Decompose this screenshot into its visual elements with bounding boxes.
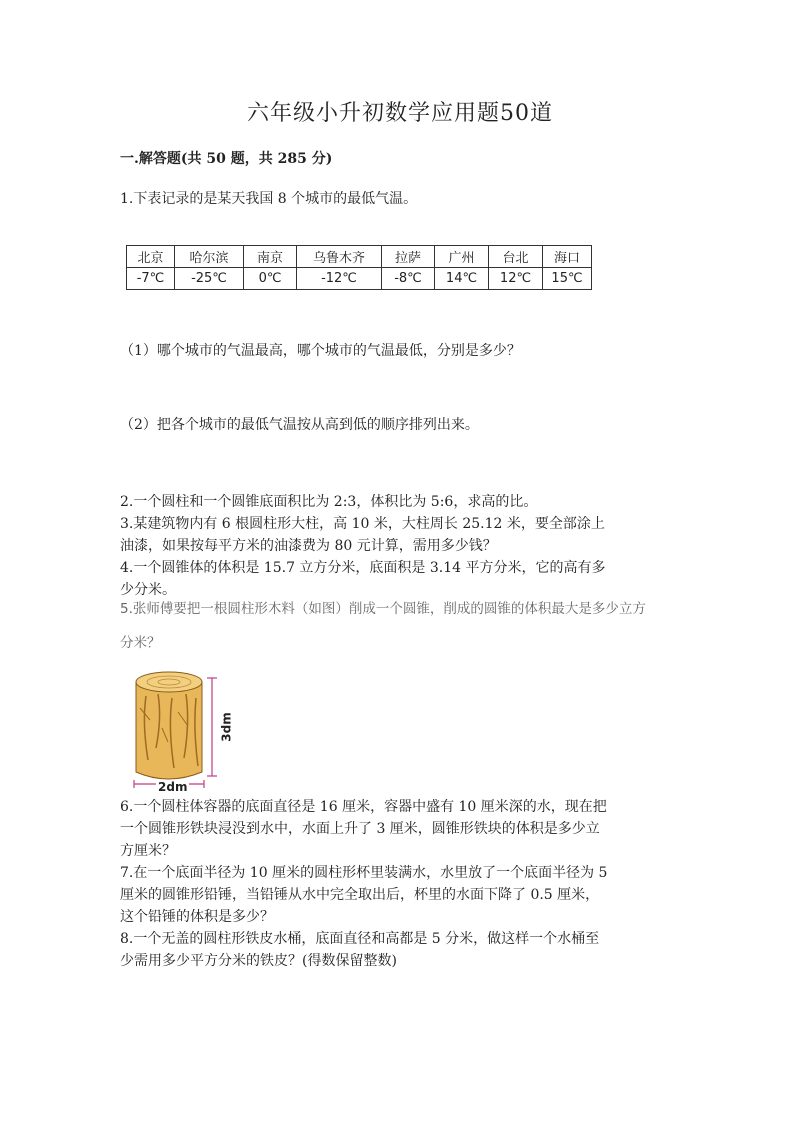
temp-cell: -7℃ [127,268,175,290]
question-1-sub2: （2）把各个城市的最低气温按从高到低的顺序排列出来。 [120,417,479,433]
temperature-table [126,245,592,290]
question-6-line2: 一个圆锥形铁块浸没到水中，水面上升了 3 厘米，圆锥形铁块的体积是多少立 [120,821,600,837]
question-8-line2: 少需用多少平方分米的铁皮？(得数保留整数) [120,953,397,969]
question-7-line2: 厘米的圆锥形铅锤，当铅锤从水中完全取出后，杯里的水面下降了 0.5 厘米， [120,887,600,903]
city-cell: 拉萨 [382,246,435,268]
city-cell: 乌鲁木齐 [297,246,382,268]
table-row-temps [127,268,592,290]
city-cell: 台北 [489,246,543,268]
question-3-line2: 油漆，如果按每平方米的油漆费为 80 元计算，需用多少钱？ [120,538,497,554]
page-title: 六年级小升初数学应用题50道 [247,101,553,126]
height-label: 3dm [219,712,234,742]
temp-cell: 0℃ [244,268,297,290]
city-cell: 海口 [543,246,592,268]
city-cell: 南京 [244,246,297,268]
question-1-text: 1.下表记录的是某天我国 8 个城市的最低气温。 [120,191,418,207]
table-row-cities [127,246,592,268]
wood-cylinder-figure [128,668,234,794]
question-7-line3: 这个铅锤的体积是多少？ [120,909,274,925]
question-4-line2: 少分米。 [120,582,176,598]
question-1-sub1: （1）哪个城市的气温最高，哪个城市的气温最低，分别是多少？ [120,343,521,359]
temp-cell: -12℃ [297,268,382,290]
temp-cell: 12℃ [489,268,543,290]
question-6-line3: 方厘米？ [120,843,176,859]
wood-cylinder-icon [128,668,228,794]
temp-cell: 15℃ [543,268,592,290]
question-6-line1: 6.一个圆柱体容器的底面直径是 16 厘米，容器中盛有 10 厘米深的水，现在把 [120,799,607,815]
question-8-line1: 8.一个无盖的圆柱形铁皮水桶，底面直径和高都是 5 分米，做这样一个水桶至 [120,931,600,947]
city-cell: 广州 [435,246,489,268]
temp-cell: -8℃ [382,268,435,290]
question-2: 2.一个圆柱和一个圆锥底面积比为 2:3，体积比为 5:6，求高的比。 [120,494,538,510]
question-3-line1: 3.某建筑物内有 6 根圆柱形大柱，高 10 米，大柱周长 25.12 米，要全部涂上 [120,516,605,532]
city-cell: 哈尔滨 [175,246,244,268]
question-7-line1: 7.在一个底面半径为 10 厘米的圆柱形杯里装满水，水里放了一个底面半径为 5 [120,865,608,881]
temp-cell: -25℃ [175,268,244,290]
question-5-line1: 5.张师傅要把一根圆柱形木料（如图）削成一个圆锥，削成的圆锥的体积最大是多少立方 [120,601,646,617]
diameter-label: 2dm [158,780,188,794]
section-heading: 一.解答题(共 50 题，共 285 分) [120,151,333,167]
city-cell: 北京 [127,246,175,268]
question-5-line2: 分米？ [120,635,161,651]
question-4-line1: 4.一个圆锥体的体积是 15.7 立方分米，底面积是 3.14 平方分米，它的高有多 [120,560,606,576]
temp-cell: 14℃ [435,268,489,290]
